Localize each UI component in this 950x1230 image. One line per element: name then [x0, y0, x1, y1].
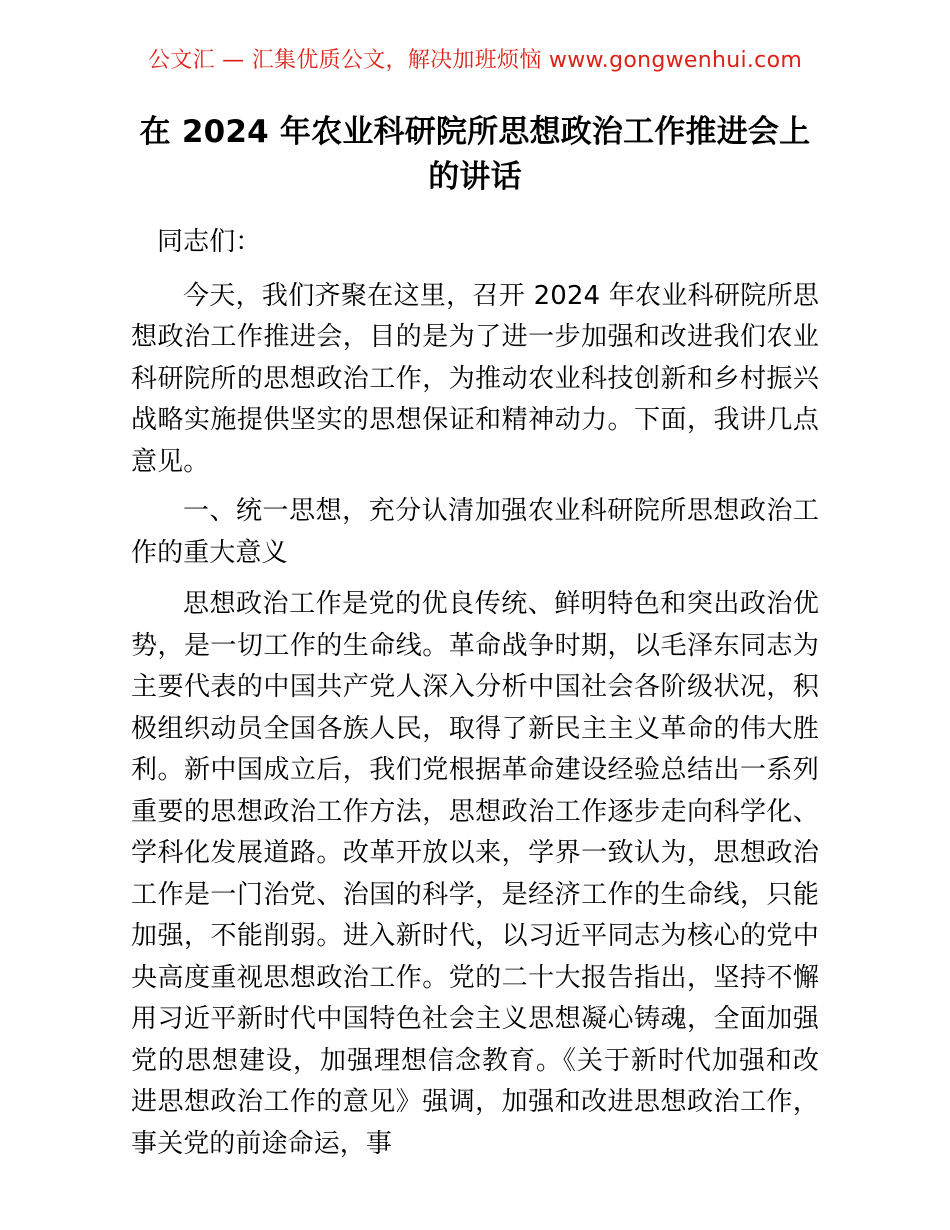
section-heading-one: 一、统一思想，充分认清加强农业科研院所思想政治工作的重大意义 — [131, 496, 819, 568]
site-watermark-text: 公文汇 — 汇集优质公文，解决加班烦恼 www.gongwenhui.com — [147, 48, 803, 73]
document-body — [131, 110, 819, 1165]
paragraph-section-one-body: 思想政治工作是党的优良传统、鲜明特色和突出政治优势，是一切工作的生命线。革命战争时期，以毛泽东同志为主要代表的中国共产党人深入分析中国社会各阶级状况，积极组织动员全国各族人民，取得了新民主主义革命的伟大胜利。新中国成立后，我们党根据革命建设经验总结出一系列重要的思想政治工作方法，思想政治工作逐步走向科学化、学科化发展道路。改革开放以来，学界一致认为，思想政治工作是一门治党、治国的科学，是经济工作的生命线，只能加强，不能削弱。进入新时代，以习近平同志为核心的党中央高度重视思想政治工作。党的二十大报告指出，坚持不懈用习近平新时代中国特色社会主义思想凝心铸魂，全面加强党的思想建设，加强理想信念教育。《关于新时代加强和改进思想政治工作的意见》强调，加强和改进思想政治工作，事关党的前途命运，事 — [131, 589, 819, 1159]
salutation-line: 同志们： — [157, 227, 262, 257]
paragraph-opening: 今天，我们齐聚在这里，召开 2024 年农业科研院所思想政治工作推进会，目的是为了进一步加强和改进我们农业科研院所的思想政治工作，为推动农业科技创新和乡村振兴战略实施提供坚实的思想保证和精神动力。下面，我讲几点意见。 — [131, 280, 819, 477]
page-title: 在 2024 年农业科研院所思想政治工作推进会上的讲话 — [139, 114, 811, 195]
site-watermark-header — [0, 50, 950, 72]
